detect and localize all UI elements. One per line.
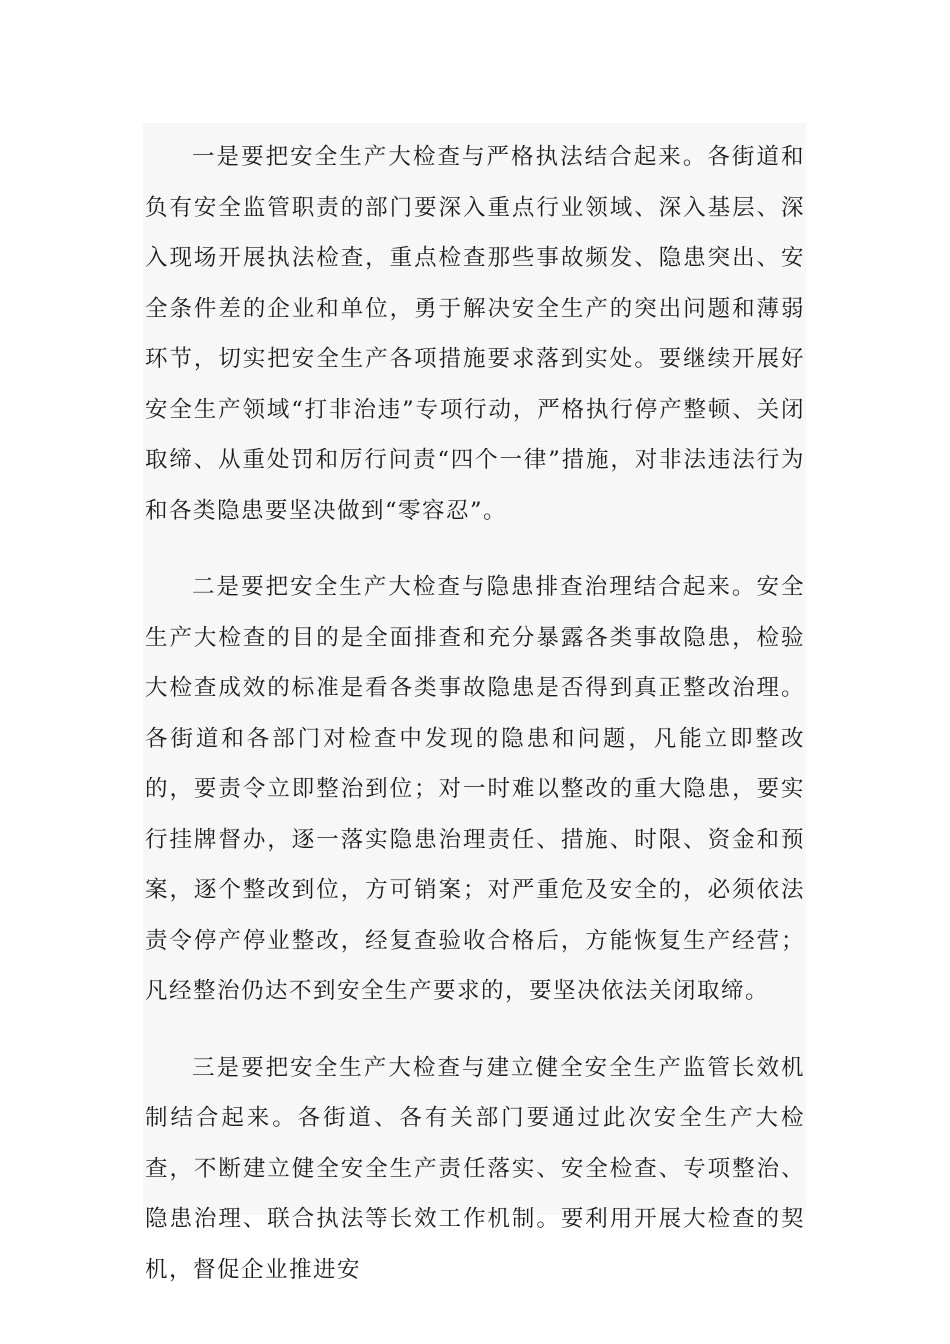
document-body — [145, 132, 805, 1295]
paragraph-1: 一是要把安全生产大检查与严格执法结合起来。各街道和负有安全监管职责的部门要深入重点行业领域、深入基层、深入现场开展执法检查，重点检查那些事故频发、隐患突出、安全条件差的企业和单位，勇于解决安全生产的突出问题和薄弱环节，切实把安全生产各项措施要求落到实处。要继续开展好安全生产领域“打非治违”专项行动，严格执行停产整顿、关闭取缔、从重处罚和厉行问责“四个一律”措施，对非法违法行为和各类隐患要坚决做到“零容忍”。 — [145, 144, 805, 524]
paragraph-3: 三是要把安全生产大检查与建立健全安全生产监管长效机制结合起来。各街道、各有关部门要通过此次安全生产大检查，不断建立健全安全生产责任落实、安全检查、专项整治、隐患治理、联合执法等长效工作机制。要利用开展大检查的契机，督促企业推进安 — [145, 1054, 805, 1283]
paragraph-2: 二是要把安全生产大检查与隐患排查治理结合起来。安全生产大检查的目的是全面排查和充分暴露各类事故隐患，检验大检查成效的标准是看各类事故隐患是否得到真正整改治理。各街道和各部门对检查中发现的隐患和问题，凡能立即整改的，要责令立即整治到位；对一时难以整改的重大隐患，要实行挂牌督办，逐一落实隐患治理责任、措施、时限、资金和预案，逐个整改到位，方可销案；对严重危及安全的，必须依法责令停产停业整改，经复查验收合格后，方能恢复生产经营；凡经整治仍达不到安全生产要求的，要坚决依法关闭取缔。 — [145, 574, 805, 1004]
